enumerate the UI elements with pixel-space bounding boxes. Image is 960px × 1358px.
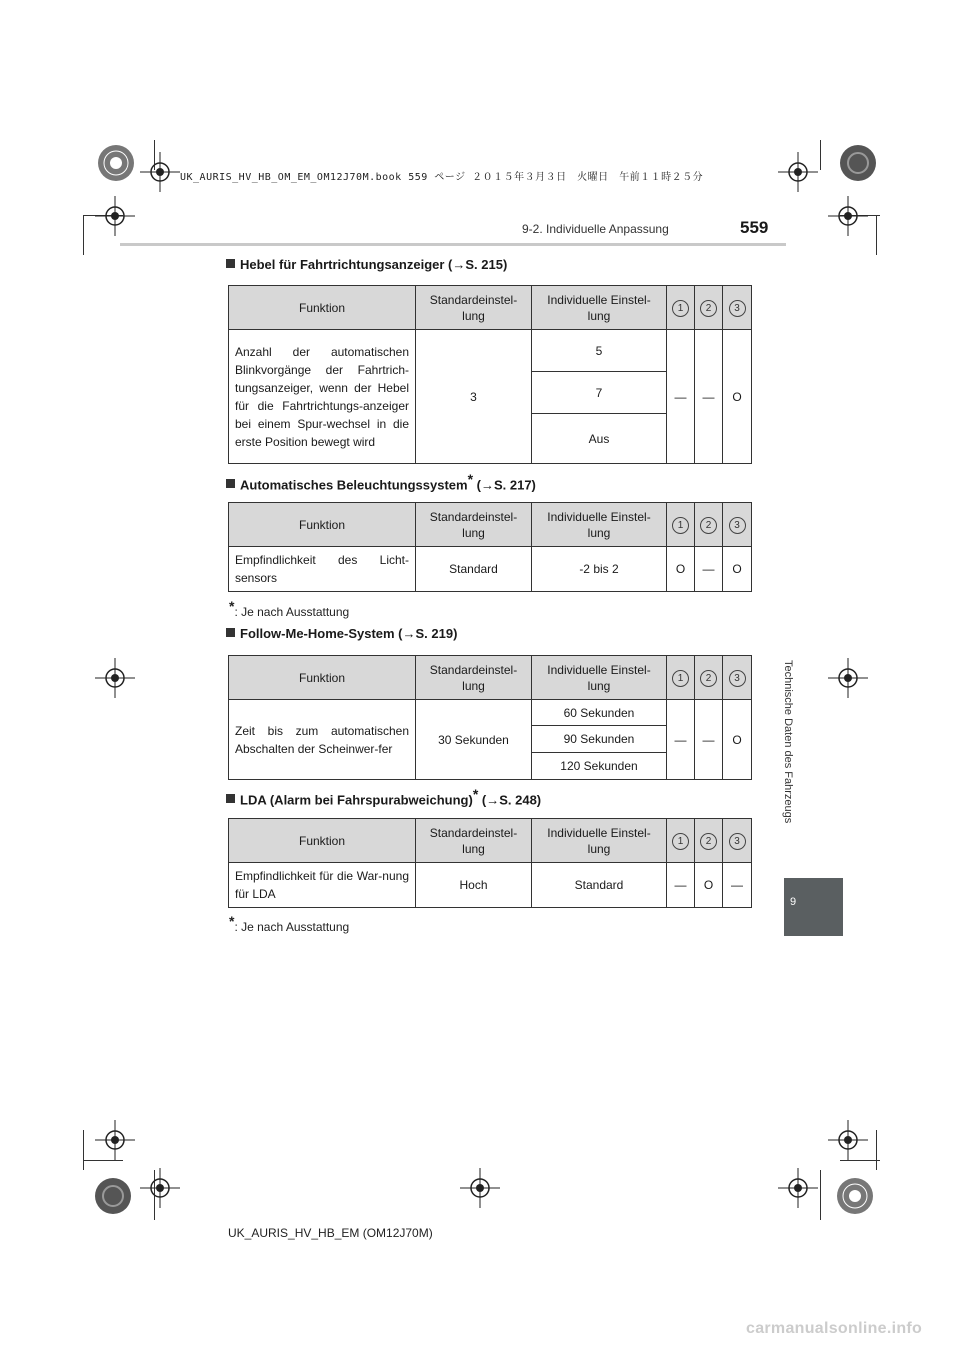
funktion-cell: Empfindlichkeit des Licht-sensors (229, 547, 416, 592)
option-cell: 7 (532, 372, 667, 414)
col1-cell: — (667, 863, 695, 908)
crosshair-icon (95, 196, 135, 236)
header-col2: 2 (695, 819, 723, 863)
footnote: *: Je nach Ausstattung (229, 913, 350, 934)
header-col3: 3 (723, 503, 752, 547)
col1-cell: O (667, 547, 695, 592)
watermark: carmanualsonline.info (746, 1320, 923, 1337)
header-col1: 1 (667, 503, 695, 547)
header-standard: Standardeinstel-lung (416, 819, 532, 863)
crosshair-icon (95, 1120, 135, 1160)
option-cell: -2 bis 2 (532, 547, 667, 592)
header-funktion: Funktion (229, 503, 416, 547)
section-heading: LDA (Alarm bei Fahrspurabweichung)* (→S. 248) (226, 786, 541, 807)
section-heading: Automatisches Beleuchtungssystem* (→S. 217) (226, 471, 536, 492)
option-cell: 120 Sekunden (532, 753, 667, 780)
crosshair-icon (460, 1168, 500, 1208)
funktion-cell: Anzahl der automatischen Blinkvorgänge der Fahrtrich-tungsanzeiger, wenn der Hebel für die Fahrtrichtungs-anzeiger bei einem Spur-wechsel in die erste Position bewegt wird (229, 330, 416, 464)
header-col1: 1 (667, 656, 695, 700)
header-col2: 2 (695, 503, 723, 547)
crosshair-icon (828, 658, 868, 698)
bullet-square-icon (226, 794, 235, 803)
chapter-title: 9-2. Individuelle Anpassung (522, 222, 669, 236)
header-col2: 2 (695, 286, 723, 330)
registration-mark-icon (90, 1173, 136, 1219)
document-code: UK_AURIS_HV_HB_EM (OM12J70M) (228, 1226, 433, 1240)
col2-cell: — (695, 700, 723, 780)
col1-cell: — (667, 330, 695, 464)
header-funktion: Funktion (229, 656, 416, 700)
col2-cell: O (695, 863, 723, 908)
crosshair-icon (95, 658, 135, 698)
standard-cell: 3 (416, 330, 532, 464)
print-meta-line: UK_AURIS_HV_HB_OM_EM_OM12J70M.book 559 ページ ２０１５年３月３日 火曜日 午前１１時２５分 (180, 172, 704, 183)
standard-cell: 30 Sekunden (416, 700, 532, 780)
col2-cell: — (695, 547, 723, 592)
crosshair-icon (778, 152, 818, 192)
option-cell: Aus (532, 414, 667, 464)
header-funktion: Funktion (229, 286, 416, 330)
header-col3: 3 (723, 819, 752, 863)
header-funktion: Funktion (229, 819, 416, 863)
bullet-square-icon (226, 628, 235, 637)
footnote: *: Je nach Ausstattung (229, 598, 350, 619)
settings-table (228, 818, 752, 908)
settings-table (228, 285, 752, 464)
col3-cell: O (723, 330, 752, 464)
col1-cell: — (667, 700, 695, 780)
header-standard: Standardeinstel-lung (416, 286, 532, 330)
header-col3: 3 (723, 656, 752, 700)
col2-cell: — (695, 330, 723, 464)
crosshair-icon (778, 1168, 818, 1208)
funktion-cell: Zeit bis zum automatischen Abschalten der Scheinwer-fer (229, 700, 416, 780)
bullet-square-icon (226, 479, 235, 488)
header-col3: 3 (723, 286, 752, 330)
standard-cell: Standard (416, 547, 532, 592)
col3-cell: O (723, 547, 752, 592)
settings-table (228, 655, 752, 780)
crosshair-icon (828, 196, 868, 236)
col3-cell: O (723, 700, 752, 780)
section-heading: Hebel für Fahrtrichtungsanzeiger (→S. 215) (226, 257, 507, 272)
header-col1: 1 (667, 286, 695, 330)
registration-mark-icon (93, 140, 139, 186)
registration-mark-icon (835, 140, 881, 186)
header-col1: 1 (667, 819, 695, 863)
registration-mark-icon (832, 1173, 878, 1219)
option-cell: 5 (532, 330, 667, 372)
funktion-cell: Empfindlichkeit für die War-nung für LDA (229, 863, 416, 908)
header-standard: Standardeinstel-lung (416, 503, 532, 547)
crosshair-icon (140, 1168, 180, 1208)
page-number: 559 (740, 218, 769, 237)
header-col2: 2 (695, 656, 723, 700)
chapter-tab-number: 9 (790, 896, 797, 908)
settings-table (228, 502, 752, 592)
option-cell: 60 Sekunden (532, 700, 667, 726)
crosshair-icon (828, 1120, 868, 1160)
header-individuell: Individuelle Einstel-lung (532, 503, 667, 547)
standard-cell: Hoch (416, 863, 532, 908)
chapter-tab (784, 878, 843, 936)
header-individuell: Individuelle Einstel-lung (532, 656, 667, 700)
header-individuell: Individuelle Einstel-lung (532, 819, 667, 863)
col3-cell: — (723, 863, 752, 908)
section-heading: Follow-Me-Home-System (→S. 219) (226, 626, 457, 641)
option-cell: Standard (532, 863, 667, 908)
option-cell: 90 Sekunden (532, 726, 667, 753)
bullet-square-icon (226, 259, 235, 268)
crosshair-icon (140, 152, 180, 192)
header-individuell: Individuelle Einstel-lung (532, 286, 667, 330)
header-standard: Standardeinstel-lung (416, 656, 532, 700)
header-rule (120, 243, 786, 246)
